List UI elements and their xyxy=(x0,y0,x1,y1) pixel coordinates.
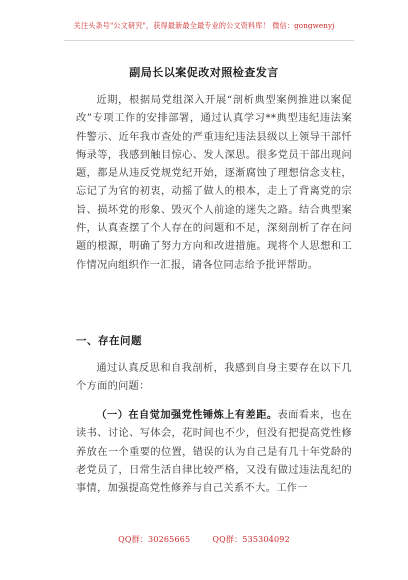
subsection-heading-party-spirit: （一）在自觉加强党性锤炼上有差距。 xyxy=(96,410,278,421)
footer-qq-group-1: QQ群：30265665 xyxy=(118,535,191,544)
header-divider xyxy=(64,40,354,41)
section-heading-problems: 一、存在问题 xyxy=(76,335,142,347)
header-promo-note: 关注头条号"公文研究"，获得最新最全最专业的公文资料库！ 微信：gongwenyj xyxy=(73,21,335,30)
footer-contact xyxy=(0,534,408,545)
intro-paragraph: 近期，根据局党组深入开展“剖析典型案例推进以案促改”专项工作的安排部署，通过认真学习**典型违纪违法案件警示、近年我市查处的严重违纪违法县级以上领导干部忏悔录等，我感到触目惊心、发人深思。很多党员干部出现问题，都是从违反党规党纪开始，逐渐腐蚀了理想信念支柱，忘记了为官的初衷，动摇了做人的根本，走上了背离党的宗旨、损坏党的形象、毁灭个人前途的迷失之路。结合典型案件，认真查摆了个人存在的问题和不足，深刻剖析了存在问题的根源，明确了努力方向和改进措施。现将个人思想和工作情况向组织作一汇报，请各位同志给予批评帮助。 xyxy=(76,95,352,271)
subsection-paragraph xyxy=(76,407,352,498)
subsection-body-text: 表面看来，也在读书、讨论、写体会，花时间也不少，但没有把提高党性修养放在一个重要的位置，错误的认为自己是有几十年党龄的老党员了，日常生活自律比较严格，又没有做过违法乱纪的事情，加强提高党性修养与自己关系不大。工作一 xyxy=(76,410,352,495)
footer-qq-group-2: QQ群：535304092 xyxy=(212,535,290,544)
reflection-paragraph: 通过认真反思和自我剖析，我感到自身主要存在以下几个方面的问题： xyxy=(76,363,352,393)
document-title: 副局长以案促改对照检查发言 xyxy=(129,66,279,79)
